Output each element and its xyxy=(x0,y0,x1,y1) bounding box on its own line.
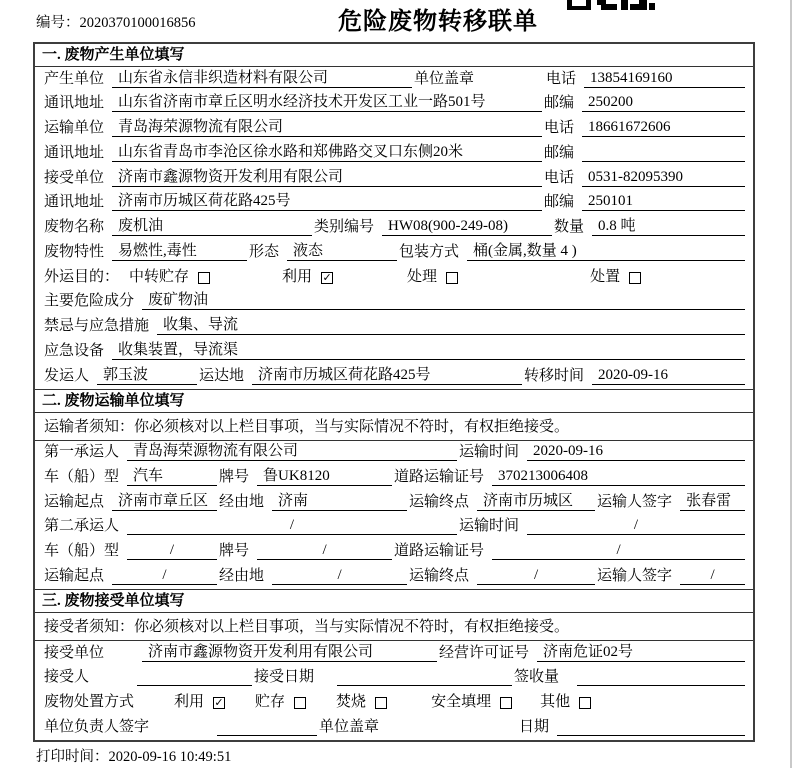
form-row xyxy=(35,240,753,265)
field-label: 电话 xyxy=(544,169,575,186)
field-value: 郭玉波 xyxy=(97,363,197,385)
field-value: 济南危证02号 xyxy=(537,640,745,662)
form-row xyxy=(35,539,753,564)
field-label: 道路运输证号 xyxy=(394,543,485,560)
field-label: 接受单位 xyxy=(44,644,105,661)
form-row xyxy=(35,116,753,141)
notice-row xyxy=(35,413,753,441)
field-label: 废物名称 xyxy=(44,219,105,236)
field-value: 废矿物油 xyxy=(142,288,745,310)
field-label: 道路运输证号 xyxy=(394,469,485,486)
field-value: 13854169160 xyxy=(584,70,745,88)
field-label: 签收量 xyxy=(514,669,560,686)
field-label: 废物特性 xyxy=(44,243,105,260)
form-row xyxy=(35,290,753,315)
form-row xyxy=(35,690,753,715)
section-header: 三. 废物接受单位填写 xyxy=(35,589,753,613)
field-value: 张春雷 xyxy=(680,489,745,511)
field-label: 运输时间 xyxy=(459,444,520,461)
form-row xyxy=(35,166,753,191)
form-row xyxy=(35,191,753,216)
field-value xyxy=(557,719,745,736)
form-row xyxy=(35,339,753,364)
field-label: 接受者须知：你必须核对以上栏目事项，当与实际情况不符时，有权拒绝接受。 xyxy=(44,618,570,635)
page-right-edge xyxy=(790,0,792,768)
field-label: 运输单位 xyxy=(44,120,105,137)
field-label: 通讯地址 xyxy=(44,144,105,161)
field-label: 运输人签字 xyxy=(597,493,673,510)
field-label: 中转贮存 xyxy=(129,268,190,285)
checkbox-checked: ✓ xyxy=(322,270,332,284)
field-value: 收集装置，导流渠 xyxy=(112,338,745,360)
field-value: 济南市历城区 xyxy=(477,489,595,511)
field-value: / xyxy=(272,567,407,585)
field-label: 接受单位 xyxy=(44,169,105,186)
checkbox-unchecked xyxy=(375,697,387,709)
checkbox-checked: ✓ xyxy=(214,696,224,710)
field-label: 运输起点 xyxy=(44,493,105,510)
field-label: 接受人 xyxy=(44,669,90,686)
field-value: 370213006408 xyxy=(492,468,745,486)
field-value: 济南市鑫源物资开发利用有限公司 xyxy=(142,640,437,662)
field-label: 利用 xyxy=(282,268,313,285)
form-row xyxy=(35,314,753,339)
form-row xyxy=(35,641,753,666)
field-label: 数量 xyxy=(554,219,585,236)
field-label: 单位盖章 xyxy=(319,718,380,735)
field-label: 车（船）型 xyxy=(44,469,120,486)
field-label: 日期 xyxy=(519,718,550,735)
form-row xyxy=(35,564,753,589)
field-label: 禁忌与应急措施 xyxy=(44,318,150,335)
checkbox-unchecked xyxy=(446,272,458,284)
field-label: 牌号 xyxy=(219,543,250,560)
field-label: 主要危险成分 xyxy=(44,293,135,310)
field-label: 通讯地址 xyxy=(44,194,105,211)
field-value: / xyxy=(492,542,745,560)
field-label: 经营许可证号 xyxy=(439,644,530,661)
page-title: 危险废物转移联单 xyxy=(338,9,538,35)
field-label: 邮编 xyxy=(544,194,575,211)
field-label: 经由地 xyxy=(219,493,265,510)
notice-row xyxy=(35,613,753,641)
field-value: / xyxy=(127,517,457,535)
field-label: 运输起点 xyxy=(44,567,105,584)
field-value: / xyxy=(257,542,392,560)
field-value: 桶(金属,数量 4 ) xyxy=(467,239,745,261)
field-value xyxy=(337,669,512,686)
form-row xyxy=(35,465,753,490)
field-label: 安全填埋 xyxy=(431,694,492,711)
form-row xyxy=(35,141,753,166)
field-label: 贮存 xyxy=(255,694,286,711)
field-label: 应急设备 xyxy=(44,342,105,359)
field-value: 废机油 xyxy=(112,214,312,236)
field-label: 利用 xyxy=(174,694,205,711)
section-header: 一. 废物产生单位填写 xyxy=(35,44,753,67)
field-value: 18661672606 xyxy=(582,119,745,137)
field-label: 外运目的： xyxy=(44,268,120,285)
field-value: 易燃性,毒性 xyxy=(112,239,247,261)
field-value: / xyxy=(680,567,745,585)
form-row xyxy=(35,441,753,466)
form-row xyxy=(35,666,753,691)
field-label: 通讯地址 xyxy=(44,95,105,112)
field-label: 运输终点 xyxy=(409,567,470,584)
form-row xyxy=(35,715,753,740)
field-label: 经由地 xyxy=(219,567,265,584)
field-label: 第一承运人 xyxy=(44,444,120,461)
form-table xyxy=(33,42,755,742)
field-value: 0.8 吨 xyxy=(592,214,745,236)
field-label: 运输人签字 xyxy=(597,567,673,584)
field-label: 处置 xyxy=(590,268,621,285)
checkbox-unchecked xyxy=(629,272,641,284)
field-value: 济南市章丘区 xyxy=(112,489,217,511)
form-row xyxy=(35,515,753,540)
form-row xyxy=(35,215,753,240)
field-value: 山东省济南市章丘区明水经济技术开发区工业一路501号 xyxy=(112,90,542,112)
field-label: 转移时间 xyxy=(524,367,585,384)
field-value: 250200 xyxy=(582,94,745,112)
field-value: 2020-09-16 xyxy=(592,367,745,385)
field-label: 废物处置方式 xyxy=(44,694,135,711)
form-row xyxy=(35,490,753,515)
serial-number xyxy=(36,11,196,32)
serial-label: 编号： xyxy=(36,15,80,31)
field-value: 济南 xyxy=(272,489,407,511)
field-label: 形态 xyxy=(249,243,280,260)
field-value: / xyxy=(112,567,217,585)
field-label: 运输终点 xyxy=(409,493,470,510)
form-row xyxy=(35,92,753,117)
field-label: 运输者须知：你必须核对以上栏目事项，当与实际情况不符时，有权拒绝接受。 xyxy=(44,418,570,435)
field-value: 山东省青岛市李沧区徐水路和郑佛路交叉口东侧20米 xyxy=(112,140,542,162)
serial-value: 2020370100016856 xyxy=(79,15,196,31)
field-label: 发运人 xyxy=(44,367,90,384)
field-label: 单位盖章 xyxy=(414,70,475,87)
field-value: 2020-09-16 xyxy=(527,443,745,461)
field-label: 电话 xyxy=(544,120,575,137)
field-label: 运达地 xyxy=(199,367,245,384)
print-time-label: 打印时间： xyxy=(36,749,109,765)
field-value: 青岛海荣源物流有限公司 xyxy=(127,439,457,461)
field-label: 运输时间 xyxy=(459,518,520,535)
form-row xyxy=(35,364,753,389)
field-label: 其他 xyxy=(540,694,571,711)
field-value xyxy=(582,145,745,162)
form-row xyxy=(35,67,753,92)
field-label: 产生单位 xyxy=(44,70,105,87)
form-row xyxy=(35,265,753,290)
field-value: 青岛海荣源物流有限公司 xyxy=(112,115,542,137)
field-label: 牌号 xyxy=(219,469,250,486)
field-value: 山东省永信非织造材料有限公司 xyxy=(112,66,412,88)
field-value: 济南市历城区荷花路425号 xyxy=(112,189,542,211)
checkbox-unchecked xyxy=(294,697,306,709)
field-label: 邮编 xyxy=(544,144,575,161)
qr-code-fragment xyxy=(567,0,655,11)
field-value: HW08(900-249-08) xyxy=(382,218,552,236)
field-value: 济南市鑫源物资开发利用有限公司 xyxy=(112,165,542,187)
print-time-value: 2020-09-16 10:49:51 xyxy=(108,749,232,765)
field-value: 鲁UK8120 xyxy=(257,464,392,486)
checkbox-unchecked xyxy=(198,272,210,284)
field-label: 第二承运人 xyxy=(44,518,120,535)
field-value: 液态 xyxy=(287,239,397,261)
field-label: 车（船）型 xyxy=(44,543,120,560)
field-label: 电话 xyxy=(546,70,577,87)
field-value xyxy=(577,669,745,686)
field-value: 0531-82095390 xyxy=(582,169,745,187)
field-label: 处理 xyxy=(407,268,438,285)
field-label: 类别编号 xyxy=(314,219,375,236)
field-label: 接受日期 xyxy=(254,669,315,686)
field-value: / xyxy=(127,542,217,560)
print-time xyxy=(36,745,231,766)
field-value xyxy=(137,669,252,686)
field-label: 单位负责人签字 xyxy=(44,718,150,735)
field-value: 济南市历城区荷花路425号 xyxy=(252,363,522,385)
field-value xyxy=(217,719,317,736)
checkbox-unchecked xyxy=(579,697,591,709)
field-label: 邮编 xyxy=(544,95,575,112)
section-header: 二. 废物运输单位填写 xyxy=(35,389,753,413)
field-label: 焚烧 xyxy=(336,694,367,711)
field-value: 收集、导流 xyxy=(157,313,745,335)
checkbox-unchecked xyxy=(500,697,512,709)
field-value: 汽车 xyxy=(127,464,217,486)
field-value: 250101 xyxy=(582,193,745,211)
field-value: / xyxy=(477,567,595,585)
field-value: / xyxy=(527,517,745,535)
field-label: 包装方式 xyxy=(399,243,460,260)
